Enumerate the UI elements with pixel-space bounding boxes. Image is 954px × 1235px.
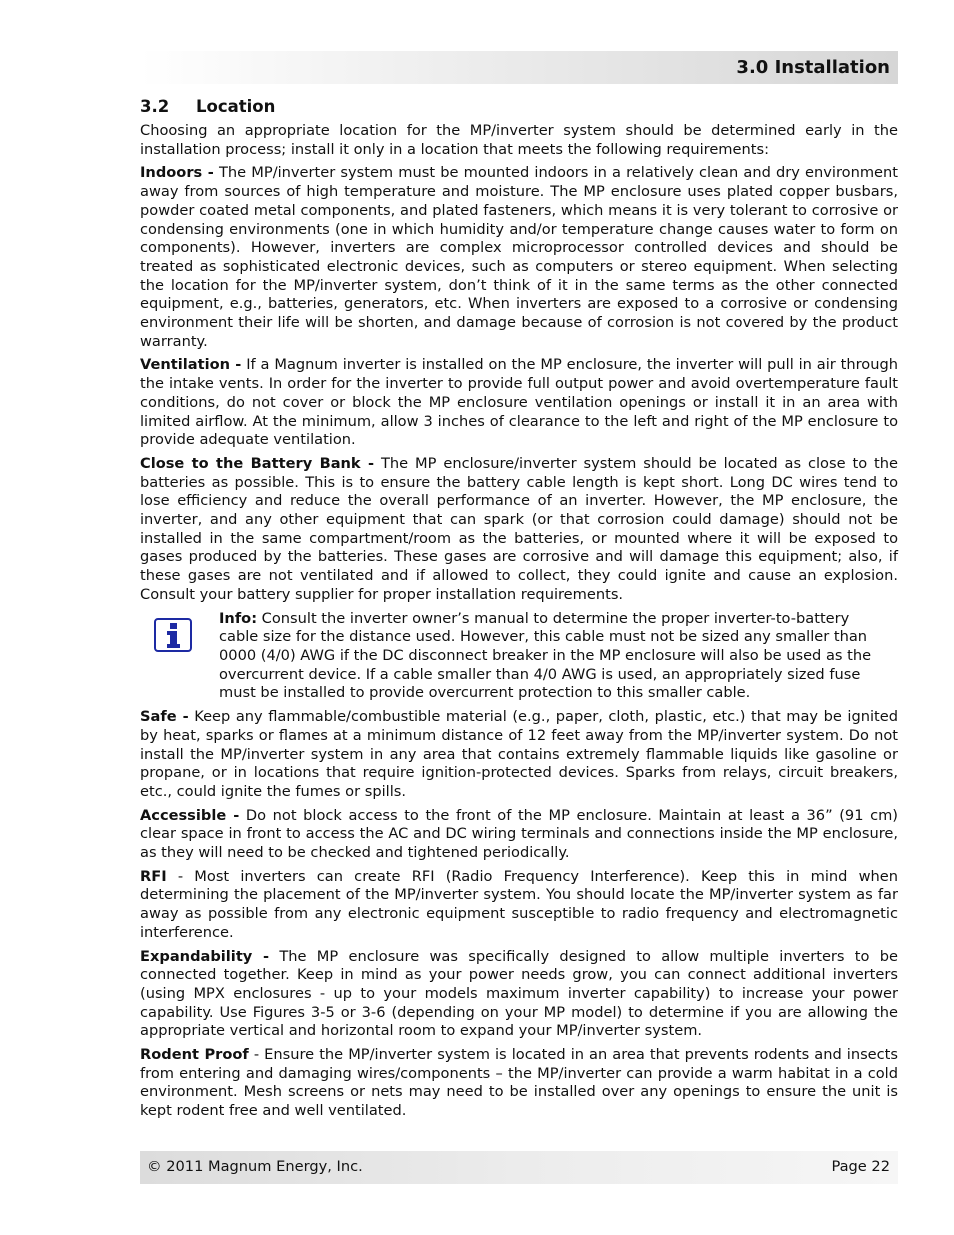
section-heading [140,97,898,117]
expandability-text: The MP enclosure was specifically designed to allow multiple inverters to be connected together. Keep in mind as your power needs grow, you can connect additional inverters (using MPX enclosures - up to your models maximum inverter capability) to increase your power capability. Use Figures 3-5 or 3-6 (depending on your MP model) to determine if you are allowing the appropriate vertical and horizontal room to expand your MP/inverter system. [140,947,898,1040]
accessible-paragraph [140,807,898,863]
battery-text: The MP enclosure/inverter system should be located as close to the batteries as possible. This is to ensure the battery cable length is kept short. Long DC wires tend to lose efficiency and reduce the overall performance of an inverter. However, the MP enclosure, the inverter, and any other equipment that can spark (or that corrosion could damage) should not be installed in the same compartment/room as the batteries, or mounted where it will be exposed to gases produced by the batteries. These gases are corrosive and will damage this equipment; also, if these gases are not ventilated and if allowed to collect, they could ignite and cause an explosion. Consult your battery supplier for proper installation requirements. [140,454,898,603]
ventilation-text: If a Magnum inverter is installed on the MP enclosure, the inverter will pull in air through the intake vents. In order for the inverter to provide full output power and avoid overtemperature fault conditions, do not cover or block the MP enclosure ventilation openings or install it in an area with limited airflow. At the minimum, allow 3 inches of clearance to the left and right of the MP enclosure to provide adequate ventilation. [140,356,898,449]
ventilation-paragraph [140,356,898,450]
header-bar [140,51,898,84]
safe-text: Keep any flammable/combustible material (e.g., paper, cloth, plastic, etc.) that may be ignited by heat, sparks or flames at a minimum distance of 12 feet away from the MP/inverter system. Do not install the MP/inverter system in any area that contains extremely flammable liquids like gasoline or propane, or in locations that require ignition-protected devices. Sparks from relays, circuit breakers, etc., could ignite the fumes or spills. [140,708,898,800]
rfi-paragraph [140,868,898,943]
main-content [140,97,898,1126]
safe-label: Safe - [140,708,189,726]
accessible-label: Accessible - [140,806,240,824]
ventilation-label: Ventilation - [140,356,242,374]
battery-label: Close to the Battery Bank - [140,454,375,472]
expandability-paragraph [140,948,898,1042]
footer-bar [140,1151,898,1184]
info-text: Consult the inverter owner’s manual to determine the proper inverter-to-battery cable size for the distance used. However, this cable must not be sized any smaller than 0000 (4/0) AWG if the DC disconnect breaker in the MP enclosure will also be used as the overcurrent device. If a cable smaller than 4/0 AWG is used, an appropriately sized fuse must be installed to provide overcurrent protection to this smaller cable. [219,609,872,702]
info-note [140,610,898,704]
indoors-paragraph [140,164,898,351]
battery-paragraph [140,455,898,605]
info-paragraph [219,610,891,704]
indoors-text: The MP/inverter system must be mounted indoors in a relatively clean and dry environment away from sources of high temperature and moisture. The MP enclosure uses plated copper busbars, powder coated metal components, and plated fasteners, which means it is very tolerant to corrosive or condensing environments (one in which humidity and/or temperature change causes water to form on components). However, inverters are complex microprocessor controlled devices and should be treated as sophisticated electronic devices, such as computers or stereo equipment. When selecting the location for the MP/inverter system, don’t think of it in the same terms as the other connected equipment, e.g., batteries, generators, etc. When inverters are exposed to a corrosive or condensing environment their life will be shorten, and damage because of corrosion is not covered by the product warranty. [140,164,898,350]
rodent-label: Rodent Proof [140,1046,249,1064]
section-number: 3.2 [140,97,170,116]
info-label: Info: [219,609,258,627]
safe-paragraph [140,708,898,802]
info-icon [154,618,192,652]
chapter-title: 3.0 Installation [736,57,890,78]
intro-paragraph: Choosing an appropriate location for the MP/inverter system should be determined early in the installation process; install it only in a location that meets the following requirements: [140,122,898,158]
rodent-paragraph [140,1046,898,1121]
copyright: © 2011 Magnum Energy, Inc. [147,1158,363,1175]
rfi-label: RFI [140,867,167,885]
accessible-text: Do not block access to the front of the MP enclosure. Maintain at least a 36” (91 cm) clear space in front to access the AC and DC wiring terminals and connections inside the MP enclosure, as they will need to be checked and tightened periodically. [140,806,898,862]
page-number: Page 22 [831,1158,890,1175]
rfi-text: - Most inverters can create RFI (Radio Frequency Interference). Keep this in mind when determining the placement of the MP/inverter system. You should locate the MP/inverter system as far away as possible from any electronic equipment susceptible to radio frequency and electromagnetic interference. [140,867,898,941]
indoors-label: Indoors - [140,164,214,182]
rodent-text: - Ensure the MP/inverter system is located in an area that prevents rodents and insects from entering and damaging wires/components – the MP/inverter can provide a warm habitat in a cold environment. Mesh screens or nets may need to be installed over any openings to ensure the unit is kept rodent free and well ventilated. [140,1046,898,1120]
section-title: Location [196,97,276,116]
expandability-label: Expandability - [140,947,270,965]
